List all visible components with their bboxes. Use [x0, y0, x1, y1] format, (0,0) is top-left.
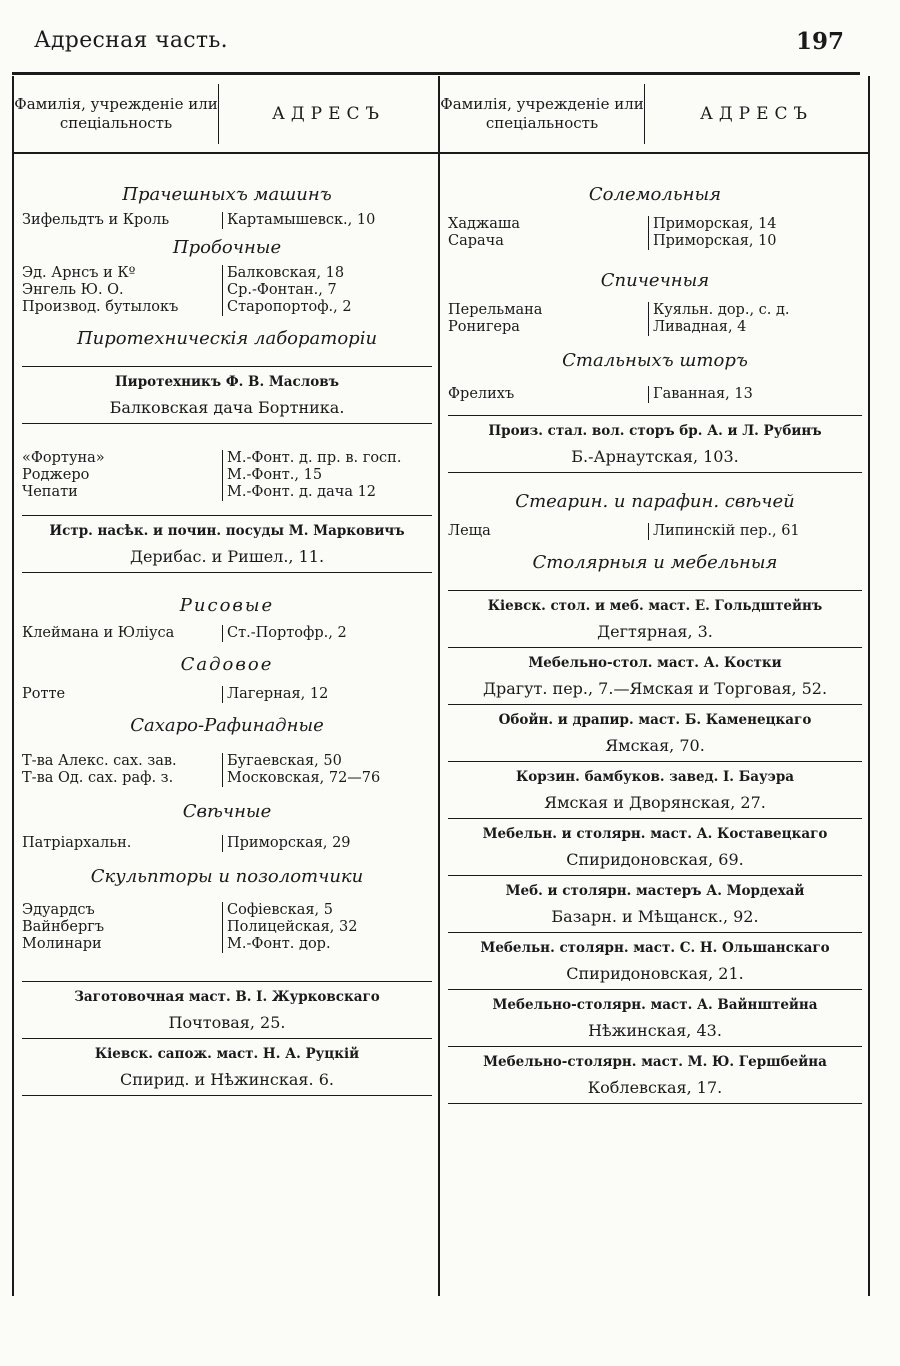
- entry-name: Эд. Арнсъ и Кº: [22, 265, 136, 281]
- firm-name: Истр. насѣк. и почин. посуды М. Марковичъ: [49, 523, 405, 539]
- list-item: [22, 212, 432, 229]
- list-item: [22, 902, 432, 919]
- firm-name: Произ. стал. вол. сторъ бр. А. и Л. Рубинъ: [488, 423, 822, 439]
- category-heading: Стальныхъ шторъ: [562, 350, 748, 371]
- entry-address: Балковская, 18: [222, 265, 432, 282]
- firm-entry: [22, 515, 432, 572]
- entry-name: Леща: [448, 523, 491, 539]
- firm-name: Мебельно-стол. маст. А. Костки: [528, 655, 782, 671]
- firm-address: Дерибас. и Ришел., 11.: [129, 547, 325, 566]
- list-item: [22, 282, 432, 299]
- entry-address: Лагерная, 12: [222, 686, 432, 703]
- divider: [22, 423, 432, 450]
- entry-name: Клеймана и Юліуса: [22, 625, 175, 641]
- firm-entry: [448, 647, 862, 704]
- entry-address: Куяльн. дор., с. д.: [648, 302, 862, 319]
- list-item: [22, 753, 432, 770]
- entry-address: Ливадная, 4: [648, 319, 862, 336]
- firm-name: Меб. и столярн. мастеръ А. Мордехай: [505, 883, 805, 899]
- firm-entry: [448, 818, 862, 875]
- firm-name: Заготовочная маст. В. I. Журковскаго: [74, 989, 380, 1005]
- right-column-header: [440, 76, 868, 154]
- category-heading: Скульпторы и позолотчики: [90, 866, 364, 887]
- header-name-label: Фамилія, учрежденіе или спеціальность: [14, 84, 219, 144]
- list-item: [448, 319, 862, 336]
- entry-address: Софіевская, 5: [222, 902, 432, 919]
- entry-name: Роджеро: [22, 467, 90, 483]
- firm-address: Спиридоновская, 69.: [566, 850, 744, 869]
- firm-entry: [448, 875, 862, 932]
- list-item: [448, 302, 862, 319]
- entry-name: Хаджаша: [448, 216, 521, 232]
- category-heading: Солемольныя: [588, 184, 722, 205]
- entry-address: Приморская, 14: [648, 216, 862, 233]
- list-item: [448, 216, 862, 233]
- entry-address: Полицейская, 32: [222, 919, 432, 936]
- firm-address: Драгут. пер., 7.—Ямская и Торговая, 52.: [482, 679, 828, 698]
- list-item: [22, 835, 432, 852]
- divider: [448, 472, 862, 491]
- list-item: [22, 299, 432, 316]
- firm-name: Корзин. бамбуков. завед. I. Бауэра: [515, 769, 795, 785]
- firm-address: Ямская и Дворянская, 27.: [544, 793, 766, 812]
- entry-address: Картамышевск., 10: [222, 212, 432, 229]
- firm-name: Кіевск. стол. и меб. маст. Е. Гольдштейнъ: [487, 598, 823, 614]
- entry-name: Зифельдтъ и Кроль: [22, 212, 170, 228]
- entry-address: Приморская, 29: [222, 835, 432, 852]
- entry-name: Вайнбергъ: [22, 919, 105, 935]
- firm-name: Мебельно-столярн. маст. А. Вайнштейна: [492, 997, 818, 1013]
- firm-name: Мебельн. столярн. маст. С. Н. Ольшанскаго: [480, 940, 830, 956]
- firm-address: Спирид. и Нѣжинская. 6.: [120, 1070, 334, 1089]
- running-head: Адресная часть.: [34, 28, 228, 53]
- divider: [22, 1095, 432, 1096]
- firm-entry: [22, 981, 432, 1038]
- firm-entry: [448, 989, 862, 1046]
- entry-address: М.-Фонт. дор.: [222, 936, 432, 953]
- firm-address: Коблевская, 17.: [587, 1078, 723, 1097]
- list-item: [448, 523, 862, 540]
- firm-address: Дегтярная, 3.: [597, 622, 713, 641]
- firm-address: Ямская, 70.: [605, 736, 705, 755]
- page-number: 197: [795, 28, 844, 55]
- entry-name: Ротте: [22, 686, 66, 702]
- entry-address: Гаванная, 13: [648, 386, 862, 403]
- firm-entry: [22, 1038, 432, 1095]
- category-heading: Рисовые: [179, 595, 275, 616]
- entry-name: Чепати: [22, 484, 78, 500]
- firm-entry: [22, 366, 432, 423]
- firm-address: Б.-Арнаутская, 103.: [571, 447, 739, 466]
- list-item: [22, 467, 432, 484]
- entry-address: Ср.-Фонтан., 7: [222, 282, 432, 299]
- left-column-body: [14, 154, 438, 1096]
- list-item: [22, 484, 432, 501]
- firm-address: Балковская дача Бортника.: [109, 398, 345, 417]
- firm-name: Пиротехникъ Ф. В. Масловъ: [114, 374, 340, 390]
- entry-name: Перельмана: [448, 302, 543, 318]
- header-name-label: Фамилія, учрежденіе или спеціальность: [440, 84, 645, 144]
- category-heading: Свѣчные: [182, 801, 272, 822]
- entry-address: М.-Фонт. д. пр. в. госп.: [222, 450, 432, 467]
- category-heading: Стеарин. и парафин. свѣчей: [515, 491, 795, 512]
- firm-entry: [448, 1046, 862, 1103]
- list-item: [22, 936, 432, 953]
- entry-name: Сарача: [448, 233, 504, 249]
- entry-address: М.-Фонт., 15: [222, 467, 432, 484]
- category-heading: Пробочные: [172, 237, 282, 258]
- firm-entry: [448, 761, 862, 818]
- header-address-label: АДРЕСЪ: [271, 104, 386, 124]
- divider: [448, 1103, 862, 1104]
- entry-name: Производ. бутылокъ: [22, 299, 179, 315]
- entry-name: Т-ва Од. сах. раф. з.: [22, 770, 174, 786]
- firm-address: Почтовая, 25.: [168, 1013, 286, 1032]
- directory-columns: [12, 76, 860, 1296]
- firm-name: Обойн. и драпир. маст. Б. Каменецкаго: [498, 712, 812, 728]
- entry-address: Бугаевская, 50: [222, 753, 432, 770]
- entry-name: «Фортуна»: [22, 450, 105, 466]
- left-column: [12, 76, 440, 1296]
- firm-entry: [448, 932, 862, 989]
- category-heading: Спичечныя: [600, 270, 710, 291]
- entry-address: Липинскій пер., 61: [648, 523, 862, 540]
- firm-entry: [448, 590, 862, 647]
- firm-address: Нѣжинская, 43.: [588, 1021, 722, 1040]
- entry-name: Патріархальн.: [22, 835, 132, 851]
- entry-address: Московская, 72—76: [222, 770, 432, 787]
- list-item: [22, 625, 432, 642]
- list-item: [448, 233, 862, 250]
- list-item: [448, 386, 862, 403]
- header-address-label: АДРЕСЪ: [699, 104, 814, 124]
- left-column-header: [14, 76, 438, 154]
- list-item: [22, 265, 432, 282]
- entry-name: Ронигера: [448, 319, 520, 335]
- entry-name: Т-ва Алекс. сах. зав.: [22, 753, 177, 769]
- entry-address: Ст.-Портофр., 2: [222, 625, 432, 642]
- entry-address: М.-Фонт. д. дача 12: [222, 484, 432, 501]
- category-heading: Садовое: [180, 654, 274, 675]
- divider: [22, 572, 432, 595]
- firm-name: Мебельн. и столярн. маст. А. Коставецкаго: [482, 826, 828, 842]
- entry-name: Эдуардсъ: [22, 902, 95, 918]
- right-column-body: [440, 154, 868, 1104]
- entry-name: Молинари: [22, 936, 102, 952]
- firm-entry: [448, 704, 862, 761]
- category-heading: Столярныя и мебельныя: [532, 552, 778, 573]
- entry-address: Старопортоф., 2: [222, 299, 432, 316]
- entry-name: Фрелихъ: [448, 386, 515, 402]
- list-item: [22, 919, 432, 936]
- list-item: [22, 686, 432, 703]
- list-item: [22, 770, 432, 787]
- list-item: [22, 450, 432, 467]
- firm-name: Мебельно-столярн. маст. М. Ю. Гершбейна: [483, 1054, 827, 1070]
- firm-entry: [448, 415, 862, 472]
- right-column: [440, 76, 870, 1296]
- firm-name: Кіевск. сапож. маст. Н. А. Руцкій: [94, 1046, 360, 1062]
- firm-address: Спиридоновская, 21.: [566, 964, 744, 983]
- entry-address: Приморская, 10: [648, 233, 862, 250]
- firm-address: Базарн. и Мѣщанск., 92.: [551, 907, 759, 926]
- category-heading: Сахаро-Рафинадные: [130, 715, 324, 736]
- entry-name: Энгель Ю. О.: [22, 282, 124, 298]
- category-heading: Пиротехническія лабораторіи: [76, 328, 378, 349]
- category-heading: Прачешныхъ машинъ: [122, 184, 332, 205]
- top-rule: [12, 72, 860, 75]
